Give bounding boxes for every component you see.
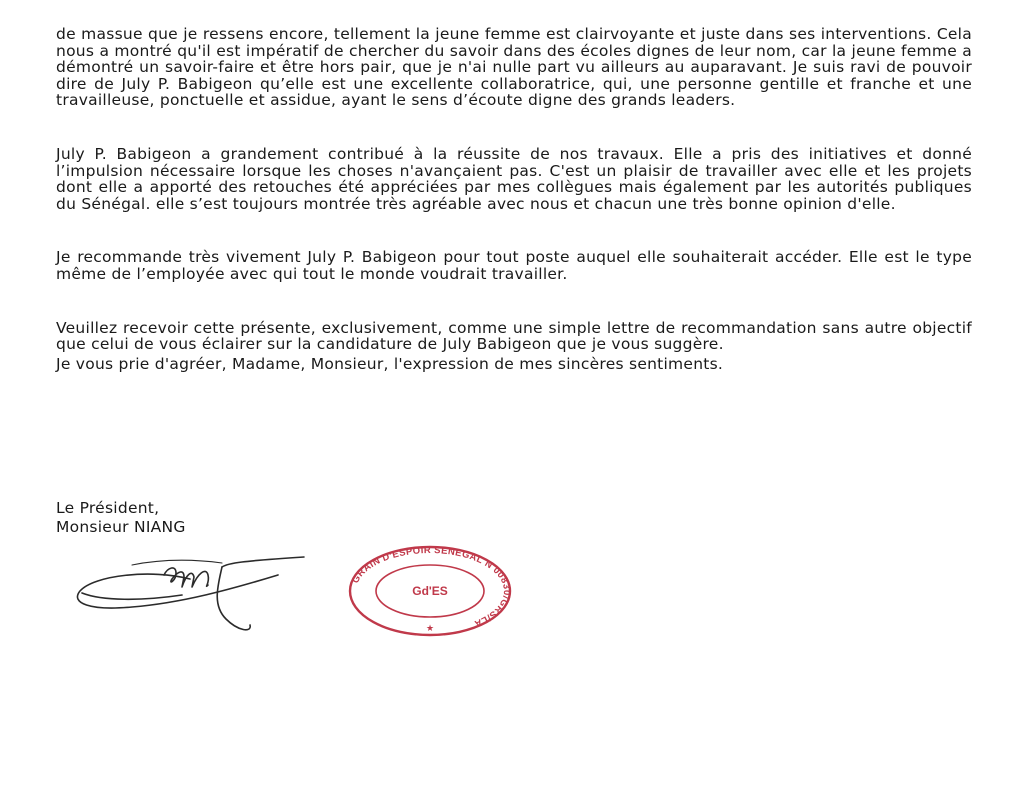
letter-body (56, 26, 972, 409)
stamp-star-icon: ★ (425, 624, 435, 634)
paragraph-4: Veuillez recevoir cette présente, exclusivement, comme une simple lettre de recommandation sans autre objectif que celui de vous éclairer sur la candidature de July Babigeon que je vous suggère. (56, 318, 972, 354)
paragraph-1: de massue que je ressens encore, tellement la jeune femme est clairvoyante et juste dans ses interventions. Cela nous a montré qu'il est impératif de chercher du savoir dans des écoles dignes de leur nom, car la jeune femme a démontré un savoir-faire et être hors pair, que je n'ai nulle part vu ailleurs au auparavant. Je suis ravi de pouvoir dire de July P. Babigeon qu’elle est une excellente collaboratrice, qui, une personne gentille et franche et une travailleuse, ponctuelle et assidue, ayant le sens d’écoute digne des grands leaders. (56, 25, 972, 110)
closing-block (56, 499, 186, 537)
paragraph-2: July P. Babigeon a grandement contribué à la réussite de nos travaux. Elle a pris des initiatives et donné l’impulsion nécessaire lorsque les choses n'avançaient pas. C'est un plaisir de travailler avec elle et les projets dont elle a apporté des retouches été appréciées par mes collègues mais également par les autorités publiques du Sénégal. elle s’est toujours montrée très agréable avec nous et chacun une très bonne opinion d'elle. (56, 144, 972, 213)
signature-strokes (77, 557, 304, 630)
paragraph-5: Je vous prie d'agréer, Madame, Monsieur, l'expression de mes sincères sentiments. (56, 354, 724, 373)
paragraph-3: Je recommande très vivement July P. Babigeon pour tout poste auquel elle souhaiterait accéder. Elle est le type même de l’employée avec qui tout le monde voudrait travailler. (56, 248, 972, 283)
stamp-ring-text: GRAIN D'ESPOIR SENEGAL N 00830/GRS/LA (349, 544, 513, 630)
handwritten-signature (72, 545, 312, 637)
closing-title: Le Président, (56, 499, 160, 517)
stamp-center-text: Gd'ES (412, 584, 448, 598)
organization-stamp (346, 543, 514, 639)
closing-name: Monsieur NIANG (56, 518, 186, 536)
